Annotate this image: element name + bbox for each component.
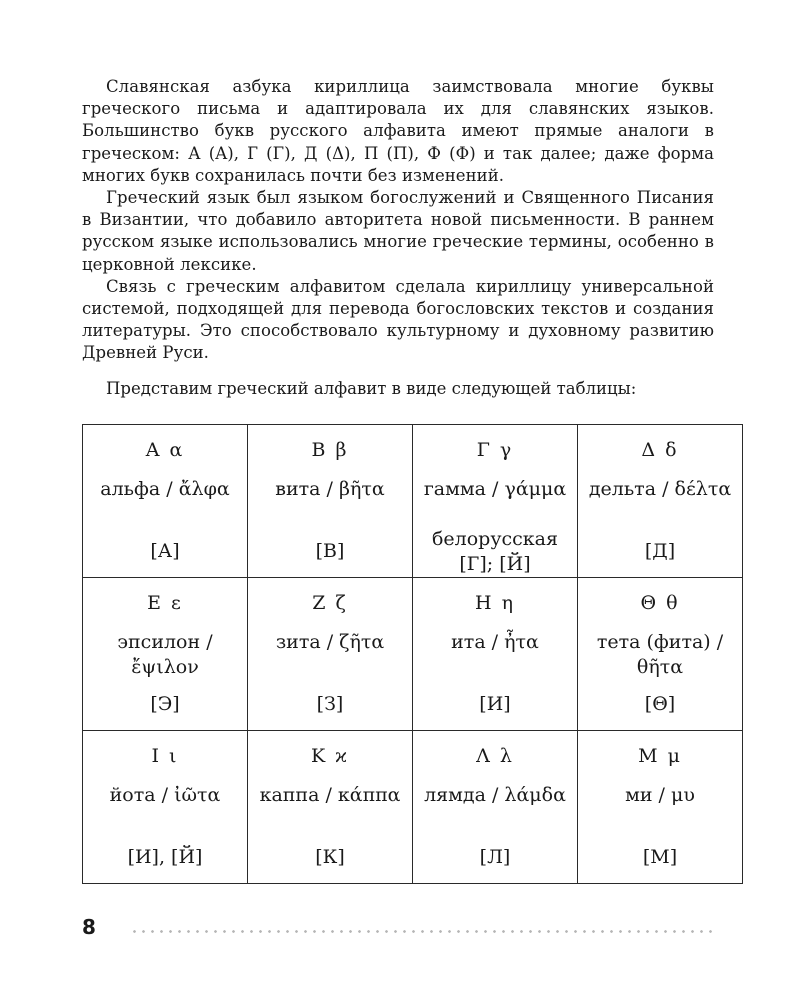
letter-pair: Θ θ (640, 592, 680, 614)
paragraph: Связь с греческим алфавитом сделала кириллицу универсальной системой, подходящей для перевода богословских текстов и создания литературы. Это способствовало культурному и духовному развитию Древней Руси. (82, 276, 714, 363)
letter-name: дельта / δέλτα (588, 478, 732, 500)
letter-sound: [К] (315, 846, 345, 868)
letter-pair: Α α (145, 439, 185, 461)
table-cell (578, 425, 743, 578)
letter-pair: Γ γ (476, 439, 514, 461)
letter-pair: Κ ϰ (310, 745, 350, 767)
letter-name: ита / ἦτα (451, 631, 539, 653)
paragraph: Славянская азбука кириллица заимствовала многие буквы греческого письма и адаптировала их для славянских языков. Большинство букв русского алфавита имеют прямые аналоги в греческом: А (Α), Г (Γ), Д (Δ), П (Π), Ф (Φ) и так далее; даже форма многих букв сохранилась почти без изменений. (82, 77, 714, 185)
letter-name: зита / ζῆτα (275, 631, 385, 653)
letter-pair: Μ μ (638, 745, 682, 767)
paragraph: Греческий язык был языком богослужений и Священного Писания в Византии, что добавило авторитета новой письменности. В раннем русском языке использовались многие греческие термины, особенно в церковной лексике. (82, 188, 714, 274)
letter-name: вита / βῆτα (275, 478, 385, 500)
letter-pair: Δ δ (641, 439, 679, 461)
letter-sound: [В] (315, 540, 345, 562)
letter-name: ми / μυ (625, 784, 695, 806)
letter-sound: [А] (150, 540, 180, 562)
letter-pair: Ι ι (151, 745, 179, 767)
table-cell (413, 731, 578, 884)
letter-sound: [Θ] (644, 693, 676, 715)
table-cell (413, 425, 578, 578)
letter-sound: [И], [Й] (127, 846, 203, 868)
letter-sound: белорусская [Г]; [Й] (431, 528, 558, 575)
greek-alphabet-table (82, 424, 743, 884)
letter-pair: Ζ ζ (312, 592, 348, 614)
table-cell (83, 578, 248, 731)
table-cell (248, 425, 413, 578)
letter-sound: [М] (642, 846, 678, 868)
table-cell (83, 731, 248, 884)
letter-name: йота / ἰῶτα (109, 784, 221, 806)
page-number: 8 (82, 915, 96, 939)
letter-name: гамма / γάμμα (423, 478, 567, 500)
table-cell (248, 578, 413, 731)
letter-sound: [Д] (644, 540, 676, 562)
letter-pair: Β β (311, 439, 349, 461)
letter-name: тета (фита) / θῆτα (596, 631, 724, 678)
table-cell (413, 578, 578, 731)
table-cell (83, 425, 248, 578)
letter-name: лямда / λάμδα (424, 784, 566, 806)
letter-name: каппа / κάππα (259, 784, 401, 806)
table-row (83, 578, 743, 731)
letter-sound: [Л] (479, 846, 511, 868)
dotted-rule (130, 930, 714, 933)
letter-pair: Ε ε (147, 592, 183, 614)
table-row (83, 731, 743, 884)
letter-name: альфа / ἄλφα (100, 478, 230, 500)
table-cell (248, 731, 413, 884)
table-cell (578, 578, 743, 731)
letter-pair: Η η (475, 592, 515, 614)
letter-sound: [И] (479, 693, 511, 715)
letter-pair: Λ λ (476, 745, 514, 767)
table-cell (578, 731, 743, 884)
page-footer (82, 912, 714, 942)
letter-sound: [Э] (150, 693, 180, 715)
body-text (82, 76, 714, 365)
table-intro: Представим греческий алфавит в виде следующей таблицы: (106, 379, 637, 398)
table-row (83, 425, 743, 578)
letter-name: эпсилон / ἔψιλον (117, 631, 213, 678)
letter-sound: [З] (316, 693, 344, 715)
